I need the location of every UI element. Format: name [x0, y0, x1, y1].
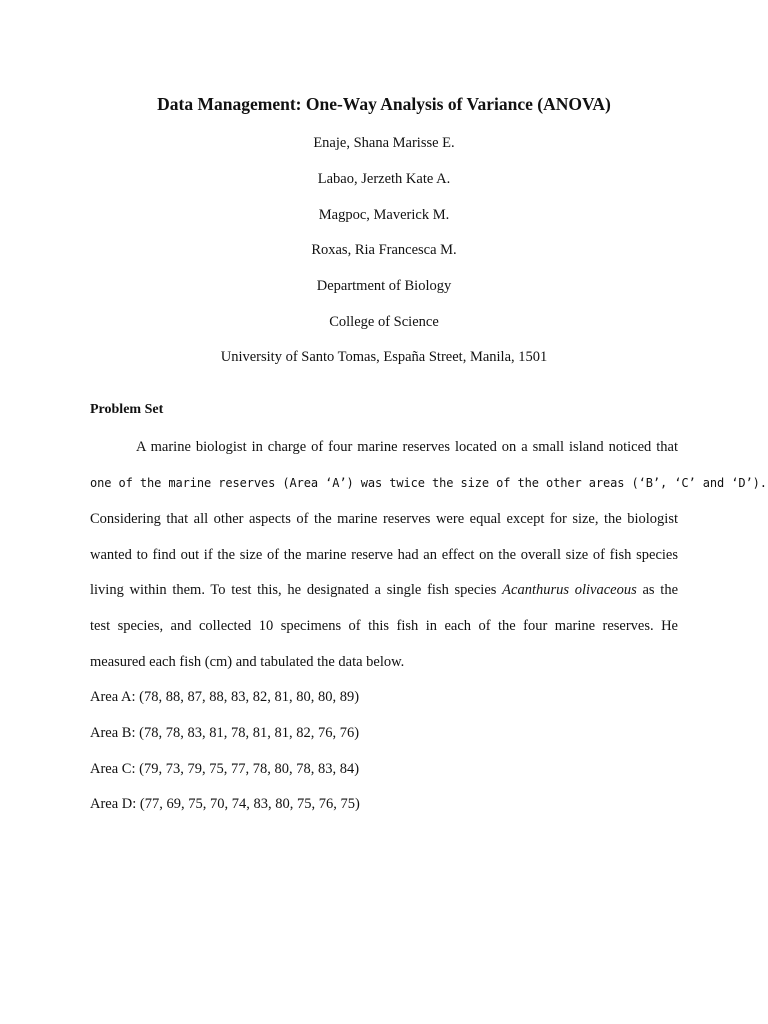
- paragraph-line-5-text: living within them. To test this, he designated a single fish species: [90, 582, 497, 598]
- area-b-data: Area B: (78, 78, 83, 81, 78, 81, 81, 82, 76, 76): [90, 725, 360, 741]
- area-a-data: Area A: (78, 88, 87, 88, 83, 82, 81, 80, 80, 89): [90, 689, 360, 705]
- document-title: Data Management: One-Way Analysis of Variance (ANOVA): [157, 94, 611, 114]
- author-2: Labao, Jerzeth Kate A.: [317, 171, 451, 187]
- university-address: University of Santo Tomas, España Street, Manila, 1501: [220, 349, 548, 365]
- species-name: Acanthurus olivaceous: [502, 582, 637, 598]
- author-1: Enaje, Shana Marisse E.: [313, 135, 455, 151]
- area-d-data: Area D: (77, 69, 75, 70, 74, 83, 80, 75, 76, 75): [90, 796, 360, 812]
- problem-set-heading: Problem Set: [90, 402, 164, 417]
- paragraph-line-7: measured each fish (cm) and tabulated the data below.: [90, 654, 405, 670]
- department: Department of Biology: [316, 278, 452, 294]
- paragraph-line-4: wanted to find out if the size of the marine reserve had an effect on the overall size of fish species: [90, 547, 678, 563]
- paragraph-line-5: [90, 580, 678, 600]
- college: College of Science: [329, 314, 439, 330]
- author-3: Magpoc, Maverick M.: [318, 207, 450, 223]
- paragraph-line-5-end: as the: [642, 582, 679, 598]
- paragraph-line-2: one of the marine reserves (Area ‘A’) was twice the size of the other areas (‘B’, ‘C’ and ‘D’).: [90, 476, 767, 490]
- author-4: Roxas, Ria Francesca M.: [311, 242, 457, 258]
- paragraph-line-6: test species, and collected 10 specimens of this fish in each of the four marine reserves. He: [90, 618, 678, 634]
- paragraph-line-1: A marine biologist in charge of four marine reserves located on a small island noticed that: [136, 439, 678, 455]
- area-c-data: Area C: (79, 73, 79, 75, 77, 78, 80, 78, 83, 84): [90, 761, 360, 777]
- paragraph-line-3: Considering that all other aspects of the marine reserves were equal except for size, the biologist: [90, 511, 678, 527]
